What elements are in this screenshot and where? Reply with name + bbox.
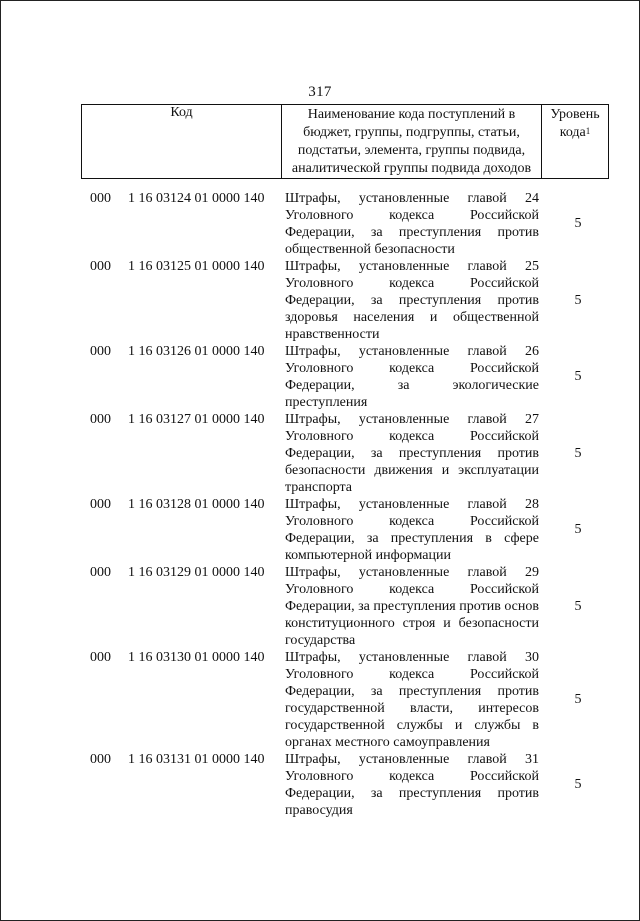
header-code-label: Код — [170, 105, 193, 120]
page-number: 317 — [308, 84, 332, 100]
revenue-code: 1 16 03126 01 0000 140 — [128, 344, 265, 359]
table-row — [0, 190, 640, 258]
revenue-name: Штрафы, установленные главой 27 Уголовного кодекса Российской Федерации, за преступления против безопасности движения и эксплуатации транспорта — [285, 412, 539, 495]
header-level-footnote: 1 — [585, 126, 591, 136]
table-row — [0, 564, 640, 649]
revenue-name: Штрафы, установленные главой 24 Уголовного кодекса Российской Федерации, за преступления против общественной безопасности — [285, 191, 539, 257]
admin-code: 000 — [90, 412, 111, 427]
revenue-code: 1 16 03124 01 0000 140 — [128, 191, 265, 206]
table-header — [81, 104, 609, 179]
code-level: 5 — [574, 292, 582, 308]
admin-code: 000 — [90, 259, 111, 274]
admin-code: 000 — [90, 752, 111, 767]
revenue-code: 1 16 03129 01 0000 140 — [128, 565, 265, 580]
header-code-cell — [82, 105, 282, 179]
header-name-label: Наименование кода поступлений в бюджет, группы, подгруппы, статьи, подстатьи, элемента, группы подвида, аналитической группы подвида доходов — [291, 107, 532, 176]
table-row — [0, 649, 640, 751]
admin-code: 000 — [90, 344, 111, 359]
code-level: 5 — [574, 692, 582, 707]
table-row — [0, 496, 640, 564]
header-level-label: Уровень кода — [550, 107, 600, 140]
code-level: 5 — [574, 522, 582, 537]
admin-code: 000 — [90, 191, 111, 206]
revenue-name: Штрафы, установленные главой 25 Уголовного кодекса Российской Федерации, за преступления против здоровья населения и общественной нравственности — [285, 259, 539, 342]
admin-code: 000 — [90, 650, 111, 665]
table-row — [0, 258, 640, 343]
revenue-name: Штрафы, установленные главой 28 Уголовного кодекса Российской Федерации, за преступления в сфере компьютерной информации — [285, 497, 539, 563]
revenue-name: Штрафы, установленные главой 31 Уголовного кодекса Российской Федерации, за преступления против правосудия — [285, 752, 539, 818]
code-level: 5 — [574, 777, 582, 792]
revenue-name: Штрафы, установленные главой 29 Уголовного кодекса Российской Федерации, за преступления против основ конституционного строя и безопасности государства — [285, 565, 539, 648]
admin-code: 000 — [90, 497, 111, 512]
table-row — [0, 751, 640, 819]
revenue-code: 1 16 03125 01 0000 140 — [128, 259, 265, 274]
revenue-code: 1 16 03130 01 0000 140 — [128, 650, 265, 665]
code-level: 5 — [574, 369, 582, 384]
table-body — [0, 190, 640, 819]
code-level: 5 — [574, 216, 582, 231]
header-name-cell — [282, 105, 542, 179]
code-level: 5 — [574, 445, 582, 461]
revenue-code: 1 16 03128 01 0000 140 — [128, 497, 265, 512]
revenue-code: 1 16 03127 01 0000 140 — [128, 412, 265, 427]
table-row — [0, 411, 640, 496]
revenue-name: Штрафы, установленные главой 30 Уголовного кодекса Российской Федерации, за преступления против государственной власти, интересов государственной службы и службы в органах местного самоуправления — [285, 650, 539, 750]
revenue-code: 1 16 03131 01 0000 140 — [128, 752, 265, 767]
code-level: 5 — [574, 598, 582, 614]
admin-code: 000 — [90, 565, 111, 580]
table-row — [0, 343, 640, 411]
revenue-name: Штрафы, установленные главой 26 Уголовного кодекса Российской Федерации, за экологические преступления — [285, 344, 539, 410]
header-level-cell — [542, 105, 609, 179]
